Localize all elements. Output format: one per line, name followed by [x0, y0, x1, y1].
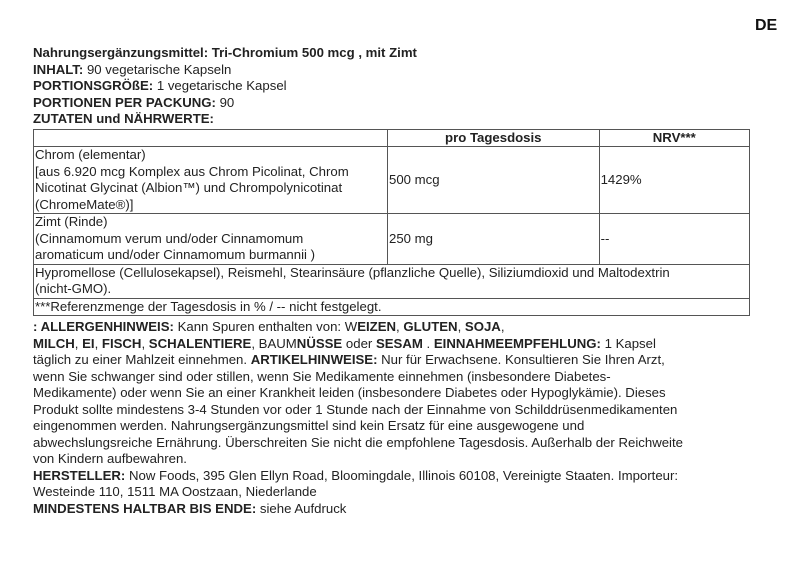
allergen-section	[33, 319, 751, 468]
footnote-cell: ***Referenzmenge der Tagesdosis in % / -- nicht festgelegt.	[34, 298, 750, 316]
table-row	[34, 147, 750, 214]
ingredient-nrv: 1429%	[599, 147, 749, 214]
header-cell-nrv: NRV***	[599, 129, 749, 147]
label-document	[33, 45, 751, 517]
advice-line: Produkt sollte mindestens 3-4 Stunden vor oder 1 Stunde nach der Einnahme von Schilddrüsenmedikamenten	[33, 401, 678, 417]
ingredient-dose: 250 mg	[387, 214, 599, 265]
ingredients-heading: ZUTATEN und NÄHRWERTE:	[33, 111, 214, 126]
nutrition-table	[33, 129, 750, 317]
advice-line: Medikamente) oder wenn Sie an einer Krankheit leiden (insbesondere Diabetes oder Hypoglykämie). Dieses	[33, 385, 666, 400]
manufacturer-line-2: Westeinde 110, 1511 MA Oostzaan, Niederlande	[33, 484, 317, 499]
table-header-row	[34, 129, 750, 147]
language-badge: DE	[755, 17, 778, 34]
other-ingredients-cell: Hypromellose (Cellulosekapsel), Reismehl, Stearinsäure (pflanzliche Quelle), Siliziumdioxid und Maltodextrin (nicht-GMO).	[34, 264, 750, 298]
header-cell-empty	[34, 129, 388, 147]
ingredient-dose: 500 mcg	[387, 147, 599, 214]
advice-line: wenn Sie schwanger sind oder stillen, wenn Sie Medikamente einnehmen (insbesondere Diabetes-	[33, 368, 611, 384]
serving-size-line: PORTIONSGRÖßE: 1 vegetarische Kapsel	[33, 78, 287, 93]
header-cell-daily-dose: pro Tagesdosis	[387, 129, 599, 147]
manufacturer-line-1: HERSTELLER: Now Foods, 395 Glen Ellyn Road, Bloomingdale, Illinois 60108, Vereinigte Staaten. Importeur:	[33, 467, 679, 483]
product-title: Nahrungsergänzungsmittel: Tri-Chromium 500 mcg , mit Zimt	[33, 45, 417, 60]
ingredient-name-cinnamon: Zimt (Rinde) (Cinnamomum verum und/oder Cinnamomum aromaticum und/oder Cinnamomum burmannii )	[34, 214, 388, 265]
ingredient-nrv: --	[599, 214, 749, 265]
advice-line: von Kindern aufbewahren.	[33, 451, 187, 466]
ingredient-name-chromium: Chrom (elementar) [aus 6.920 mcg Komplex aus Chrom Picolinat, Chrom Nicotinat Glycinat (Albion™) und Chrompolynicotinat (ChromeMate®)]	[34, 147, 388, 214]
allergen-line-3: täglich zu einer Mahlzeit einnehmen. ARTIKELHINWEISE: Nur für Erwachsene. Konsultieren Sie Ihren Arzt,	[33, 352, 665, 367]
contents-line: INHALT: 90 vegetarische Kapseln	[33, 61, 232, 77]
other-ingredients-row	[34, 264, 750, 298]
footnote-row	[34, 298, 750, 316]
allergen-line-1: : ALLERGENHINWEIS: Kann Spuren enthalten von: WEIZEN, GLUTEN, SOJA,	[33, 319, 505, 334]
best-before-line: MINDESTENS HALTBAR BIS ENDE: siehe Aufdruck	[33, 500, 347, 516]
advice-line: abwechslungsreiche Ernährung. Überschreiten Sie nicht die empfohlene Tagesdosis. Außerhalb der Reichweite	[33, 434, 683, 450]
advice-line: eingenommen werden. Nahrungsergänzungsmittel sind kein Ersatz für eine ausgewogene und	[33, 418, 585, 433]
table-row	[34, 214, 750, 265]
allergen-line-2: MILCH, EI, FISCH, SCHALENTIERE, BAUMNÜSSE oder SESAM . EINNAHMEEMPFEHLUNG: 1 Kapsel	[33, 335, 656, 351]
servings-per-pack-line: PORTIONEN PER PACKUNG: 90	[33, 94, 235, 110]
